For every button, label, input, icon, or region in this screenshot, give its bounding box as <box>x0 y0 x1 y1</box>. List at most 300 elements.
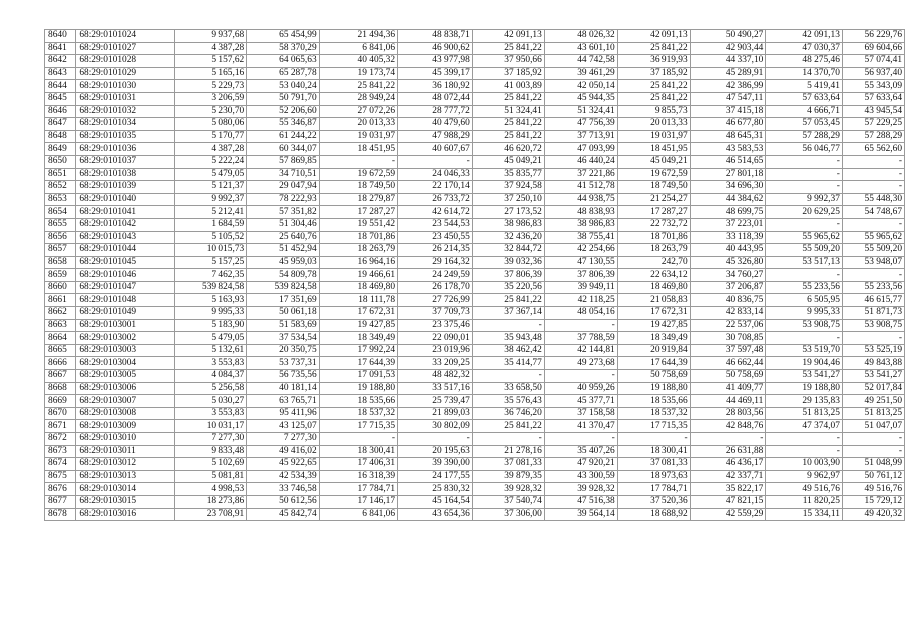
table-row <box>45 307 905 320</box>
cell-value-6: 47 516,38 <box>544 495 617 508</box>
cell-value-7: 25 841,22 <box>617 42 690 55</box>
cell-value-4: 25 739,47 <box>398 395 473 408</box>
cell-value-10: - <box>842 181 904 194</box>
cell-value-2: 57 869,85 <box>247 155 319 168</box>
cell-value-10: 55 509,20 <box>842 244 904 257</box>
cell-value-3: 18 535,66 <box>319 395 397 408</box>
cell-value-2: 52 206,60 <box>247 105 319 118</box>
cell-value-2: 53 040,24 <box>247 80 319 93</box>
cell-cadastral-code: 68:29:0103004 <box>76 357 174 370</box>
cell-cadastral-code: 68:29:0101036 <box>76 143 174 156</box>
cell-value-3: 17 992,24 <box>319 344 397 357</box>
cell-value-8: 37 597,48 <box>690 344 766 357</box>
cell-value-6: - <box>544 319 617 332</box>
cell-value-8: 47 821,15 <box>690 495 766 508</box>
cell-value-1: 5 121,37 <box>174 181 246 194</box>
cell-value-6: 42 050,14 <box>544 80 617 93</box>
cell-value-3: 19 466,61 <box>319 269 397 282</box>
cell-value-4: 20 195,63 <box>398 445 473 458</box>
cell-row-number: 8653 <box>45 193 76 206</box>
cell-value-5: 39 032,36 <box>472 256 544 269</box>
cell-row-number: 8651 <box>45 168 76 181</box>
cell-value-1: 5 212,41 <box>174 206 246 219</box>
cell-row-number: 8648 <box>45 130 76 143</box>
cell-value-3: 17 406,31 <box>319 458 397 471</box>
cell-value-2: 65 287,78 <box>247 67 319 80</box>
cell-value-7: 21 058,83 <box>617 294 690 307</box>
cell-value-2: 60 344,07 <box>247 143 319 156</box>
cell-value-4: 45 164,54 <box>398 495 473 508</box>
cell-value-4: 26 733,72 <box>398 193 473 206</box>
cell-value-10: 53 525,19 <box>842 344 904 357</box>
cell-value-6: 39 949,11 <box>544 281 617 294</box>
cell-value-10: 51 047,07 <box>842 420 904 433</box>
cell-value-2: 53 737,31 <box>247 357 319 370</box>
cell-value-1: 7 277,30 <box>174 433 246 446</box>
cell-value-6: 38 986,83 <box>544 218 617 231</box>
cell-value-10: 57 229,25 <box>842 118 904 131</box>
cell-value-6: 39 461,29 <box>544 67 617 80</box>
cell-value-1: 23 708,91 <box>174 508 246 521</box>
cell-value-5: 37 540,74 <box>472 495 544 508</box>
cell-value-10: - <box>842 155 904 168</box>
cell-value-3: 16 964,16 <box>319 256 397 269</box>
cell-row-number: 8675 <box>45 470 76 483</box>
cell-value-10: 43 945,54 <box>842 105 904 118</box>
cell-value-5: - <box>472 319 544 332</box>
cell-value-1: 5 256,58 <box>174 382 246 395</box>
cell-value-1: 5 165,16 <box>174 67 246 80</box>
cell-value-3: - <box>319 155 397 168</box>
cell-value-1: 5 229,73 <box>174 80 246 93</box>
cell-value-1: 3 206,59 <box>174 92 246 105</box>
cell-value-6: 42 144,81 <box>544 344 617 357</box>
cell-value-5: 51 324,41 <box>472 105 544 118</box>
cell-value-5: 37 185,92 <box>472 67 544 80</box>
cell-value-8: 35 822,17 <box>690 483 766 496</box>
cell-value-2: 29 047,94 <box>247 181 319 194</box>
cell-value-4: 24 046,33 <box>398 168 473 181</box>
cell-cadastral-code: 68:29:0101030 <box>76 80 174 93</box>
cell-cadastral-code: 68:29:0101037 <box>76 155 174 168</box>
cell-value-7: 18 688,92 <box>617 508 690 521</box>
cell-value-7: 18 300,41 <box>617 445 690 458</box>
cell-value-2: 57 351,82 <box>247 206 319 219</box>
cell-value-9: 48 275,46 <box>766 55 843 68</box>
cell-cadastral-code: 68:29:0101038 <box>76 168 174 181</box>
cell-value-3: 17 672,31 <box>319 307 397 320</box>
cell-value-2: 56 735,56 <box>247 370 319 383</box>
cell-row-number: 8650 <box>45 155 76 168</box>
cell-value-1: 1 684,59 <box>174 218 246 231</box>
cell-row-number: 8643 <box>45 67 76 80</box>
cell-value-4: 46 900,62 <box>398 42 473 55</box>
cell-row-number: 8656 <box>45 231 76 244</box>
cell-value-7: 50 758,69 <box>617 370 690 383</box>
cell-row-number: 8662 <box>45 307 76 320</box>
cell-value-9: 42 091,13 <box>766 30 843 43</box>
cell-value-6: 46 440,24 <box>544 155 617 168</box>
cell-cadastral-code: 68:29:0103002 <box>76 332 174 345</box>
table-row <box>45 130 905 143</box>
cell-value-6: 41 512,78 <box>544 181 617 194</box>
cell-value-5: 38 462,42 <box>472 344 544 357</box>
cell-value-10: 55 343,09 <box>842 80 904 93</box>
cell-value-5: 37 924,58 <box>472 181 544 194</box>
cell-value-5: 37 081,33 <box>472 458 544 471</box>
cell-value-1: 9 833,48 <box>174 445 246 458</box>
cell-row-number: 8669 <box>45 395 76 408</box>
cell-value-9: 19 188,80 <box>766 382 843 395</box>
cell-value-5: 37 950,66 <box>472 55 544 68</box>
cell-value-1: 5 132,61 <box>174 344 246 357</box>
cell-value-10: 53 948,07 <box>842 256 904 269</box>
table-row <box>45 143 905 156</box>
cell-value-9: 9 995,33 <box>766 307 843 320</box>
cell-value-8: 50 490,27 <box>690 30 766 43</box>
cell-value-4: 36 180,92 <box>398 80 473 93</box>
cell-cadastral-code: 68:29:0101045 <box>76 256 174 269</box>
cell-cadastral-code: 68:29:0103009 <box>76 420 174 433</box>
cell-value-1: 3 553,83 <box>174 357 246 370</box>
table-body <box>45 30 905 521</box>
cell-value-7: 17 715,35 <box>617 420 690 433</box>
cell-cadastral-code: 68:29:0101041 <box>76 206 174 219</box>
cell-value-10: 49 516,76 <box>842 483 904 496</box>
cell-value-7: 18 469,80 <box>617 281 690 294</box>
cell-value-4: 26 178,70 <box>398 281 473 294</box>
cell-row-number: 8664 <box>45 332 76 345</box>
cell-value-10: 51 048,99 <box>842 458 904 471</box>
cell-value-2: 34 710,51 <box>247 168 319 181</box>
cell-value-9: 29 135,83 <box>766 395 843 408</box>
cell-value-8: 40 443,95 <box>690 244 766 257</box>
cell-row-number: 8659 <box>45 269 76 282</box>
cell-value-5: 37 367,14 <box>472 307 544 320</box>
table-row <box>45 269 905 282</box>
cell-row-number: 8645 <box>45 92 76 105</box>
cell-cadastral-code: 68:29:0103011 <box>76 445 174 458</box>
cell-value-3: 27 072,26 <box>319 105 397 118</box>
cell-value-1: 4 084,37 <box>174 370 246 383</box>
cell-value-8: 37 415,18 <box>690 105 766 118</box>
cell-value-1: 18 273,86 <box>174 495 246 508</box>
cell-value-9: 47 030,37 <box>766 42 843 55</box>
cell-value-5: 35 835,77 <box>472 168 544 181</box>
cell-value-6: 37 788,59 <box>544 332 617 345</box>
table-row <box>45 407 905 420</box>
cell-value-1: 4 998,53 <box>174 483 246 496</box>
cell-value-9: - <box>766 445 843 458</box>
cell-value-4: - <box>398 155 473 168</box>
table-row <box>45 80 905 93</box>
cell-value-10: 51 871,73 <box>842 307 904 320</box>
cell-value-2: 20 350,75 <box>247 344 319 357</box>
cell-value-7: 36 919,93 <box>617 55 690 68</box>
cell-value-8: 46 662,44 <box>690 357 766 370</box>
cell-value-1: 5 080,06 <box>174 118 246 131</box>
cell-cadastral-code: 68:29:0103003 <box>76 344 174 357</box>
cell-value-4: 30 802,09 <box>398 420 473 433</box>
cell-value-1: 9 995,33 <box>174 307 246 320</box>
cell-value-6: 48 026,32 <box>544 30 617 43</box>
table-row <box>45 420 905 433</box>
cell-value-10: 55 965,62 <box>842 231 904 244</box>
cell-value-9: 47 374,07 <box>766 420 843 433</box>
cell-value-10: 49 843,88 <box>842 357 904 370</box>
cell-cadastral-code: 68:29:0103001 <box>76 319 174 332</box>
cell-value-2: 37 534,54 <box>247 332 319 345</box>
cell-value-9: 20 629,25 <box>766 206 843 219</box>
cell-value-10: 57 288,29 <box>842 130 904 143</box>
cell-value-3: 19 551,42 <box>319 218 397 231</box>
cell-cadastral-code: 68:29:0103010 <box>76 433 174 446</box>
cell-value-4: 40 479,60 <box>398 118 473 131</box>
cell-value-2: 50 061,18 <box>247 307 319 320</box>
cell-value-8: - <box>690 433 766 446</box>
cell-value-9: - <box>766 168 843 181</box>
cell-value-9: 15 334,11 <box>766 508 843 521</box>
cell-value-3: 19 173,74 <box>319 67 397 80</box>
cell-value-5: 36 746,20 <box>472 407 544 420</box>
cell-value-5: 37 306,00 <box>472 508 544 521</box>
cell-value-3: 40 405,32 <box>319 55 397 68</box>
cell-cadastral-code: 68:29:0101031 <box>76 92 174 105</box>
cell-row-number: 8642 <box>45 55 76 68</box>
cell-value-8: 45 289,91 <box>690 67 766 80</box>
cell-value-6: 48 838,93 <box>544 206 617 219</box>
cell-value-1: 5 170,77 <box>174 130 246 143</box>
cell-value-4: 25 830,32 <box>398 483 473 496</box>
cell-value-10: - <box>842 168 904 181</box>
cell-value-7: 37 520,36 <box>617 495 690 508</box>
cell-value-10: 53 908,75 <box>842 319 904 332</box>
cell-value-7: 20 919,84 <box>617 344 690 357</box>
cell-cadastral-code: 68:29:0101042 <box>76 218 174 231</box>
cell-row-number: 8672 <box>45 433 76 446</box>
cell-row-number: 8649 <box>45 143 76 156</box>
cell-value-7: 18 349,49 <box>617 332 690 345</box>
cell-value-5: 25 841,22 <box>472 92 544 105</box>
cell-value-8: 45 326,80 <box>690 256 766 269</box>
cell-cadastral-code: 68:29:0103008 <box>76 407 174 420</box>
cell-value-5: 35 943,48 <box>472 332 544 345</box>
cell-cadastral-code: 68:29:0101040 <box>76 193 174 206</box>
cell-row-number: 8641 <box>45 42 76 55</box>
cell-value-4: 23 375,46 <box>398 319 473 332</box>
cell-value-6: 35 407,26 <box>544 445 617 458</box>
cell-value-8: 48 645,31 <box>690 130 766 143</box>
cell-value-5: 32 436,20 <box>472 231 544 244</box>
cell-value-8: 34 696,30 <box>690 181 766 194</box>
cell-value-6: 41 370,47 <box>544 420 617 433</box>
cell-value-4: 42 614,72 <box>398 206 473 219</box>
cell-value-4: 22 090,01 <box>398 332 473 345</box>
cell-value-4: 47 988,29 <box>398 130 473 143</box>
cell-value-2: 42 534,39 <box>247 470 319 483</box>
cell-cadastral-code: 68:29:0103007 <box>76 395 174 408</box>
cell-value-5: 41 003,89 <box>472 80 544 93</box>
cell-value-8: 46 436,17 <box>690 458 766 471</box>
cell-cadastral-code: 68:29:0101024 <box>76 30 174 43</box>
cell-value-10: - <box>842 218 904 231</box>
cell-value-6: 48 054,16 <box>544 307 617 320</box>
cell-cadastral-code: 68:29:0103006 <box>76 382 174 395</box>
cell-value-2: 7 277,30 <box>247 433 319 446</box>
cell-value-9: 55 965,62 <box>766 231 843 244</box>
cell-value-2: 78 222,93 <box>247 193 319 206</box>
cell-value-1: 5 183,90 <box>174 319 246 332</box>
table-row <box>45 256 905 269</box>
cell-value-9: 51 813,25 <box>766 407 843 420</box>
cell-value-6: 47 920,21 <box>544 458 617 471</box>
cell-value-8: 42 337,71 <box>690 470 766 483</box>
cell-value-8: 42 848,76 <box>690 420 766 433</box>
cell-value-3: 17 715,35 <box>319 420 397 433</box>
cell-value-3: 16 318,39 <box>319 470 397 483</box>
table-row <box>45 30 905 43</box>
cell-value-10: 50 761,12 <box>842 470 904 483</box>
cell-value-3: 19 427,85 <box>319 319 397 332</box>
table-row <box>45 458 905 471</box>
cell-value-1: 3 553,83 <box>174 407 246 420</box>
cell-value-10: 51 813,25 <box>842 407 904 420</box>
cell-value-7: 45 049,21 <box>617 155 690 168</box>
cell-value-8: 30 708,85 <box>690 332 766 345</box>
cell-value-6: 42 118,25 <box>544 294 617 307</box>
cell-value-1: 9 937,68 <box>174 30 246 43</box>
cell-value-5: - <box>472 370 544 383</box>
cell-value-4: 43 977,98 <box>398 55 473 68</box>
cell-value-9: 53 908,75 <box>766 319 843 332</box>
cell-value-4: - <box>398 433 473 446</box>
cell-value-10: 55 233,56 <box>842 281 904 294</box>
cell-value-1: 4 387,28 <box>174 143 246 156</box>
cell-value-8: 42 903,44 <box>690 42 766 55</box>
cell-value-3: 17 091,53 <box>319 370 397 383</box>
cell-row-number: 8660 <box>45 281 76 294</box>
cell-value-9: 10 003,90 <box>766 458 843 471</box>
cell-value-4: 43 654,36 <box>398 508 473 521</box>
cell-value-10: 53 541,27 <box>842 370 904 383</box>
cell-value-5: 35 414,77 <box>472 357 544 370</box>
cell-cadastral-code: 68:29:0101043 <box>76 231 174 244</box>
cell-value-9: 53 519,70 <box>766 344 843 357</box>
cell-value-5: 25 841,22 <box>472 118 544 131</box>
cell-row-number: 8644 <box>45 80 76 93</box>
cell-value-2: 55 346,87 <box>247 118 319 131</box>
cell-value-6: 38 755,41 <box>544 231 617 244</box>
cell-value-9: 5 419,41 <box>766 80 843 93</box>
cell-value-1: 5 105,52 <box>174 231 246 244</box>
cell-value-6: 47 130,55 <box>544 256 617 269</box>
cell-cadastral-code: 68:29:0101028 <box>76 55 174 68</box>
cell-value-7: 22 634,12 <box>617 269 690 282</box>
cell-value-3: 6 841,06 <box>319 508 397 521</box>
cell-value-9: 57 633,64 <box>766 92 843 105</box>
cell-value-3: 18 300,41 <box>319 445 397 458</box>
cell-value-2: 51 452,94 <box>247 244 319 257</box>
cell-value-2: 50 791,70 <box>247 92 319 105</box>
cell-value-3: 18 701,86 <box>319 231 397 244</box>
cell-row-number: 8640 <box>45 30 76 43</box>
cell-row-number: 8670 <box>45 407 76 420</box>
cell-value-6: 51 324,41 <box>544 105 617 118</box>
cell-value-2: 51 304,46 <box>247 218 319 231</box>
cell-row-number: 8673 <box>45 445 76 458</box>
cell-value-9: - <box>766 332 843 345</box>
cell-value-3: 28 949,24 <box>319 92 397 105</box>
cell-value-6: 45 377,71 <box>544 395 617 408</box>
table-row <box>45 508 905 521</box>
cell-value-9: 4 666,71 <box>766 105 843 118</box>
cell-value-9: 53 517,13 <box>766 256 843 269</box>
table-row <box>45 118 905 131</box>
cell-value-6: - <box>544 433 617 446</box>
cell-value-6: - <box>544 370 617 383</box>
cell-value-3: 18 451,95 <box>319 143 397 156</box>
cell-value-10: 55 448,30 <box>842 193 904 206</box>
table-row <box>45 42 905 55</box>
cell-value-5: 45 049,21 <box>472 155 544 168</box>
cell-cadastral-code: 68:29:0101044 <box>76 244 174 257</box>
cell-row-number: 8657 <box>45 244 76 257</box>
cell-value-8: 44 469,11 <box>690 395 766 408</box>
cell-value-1: 5 222,24 <box>174 155 246 168</box>
cell-value-8: 47 547,11 <box>690 92 766 105</box>
cell-cadastral-code: 68:29:0103014 <box>76 483 174 496</box>
cell-value-7: 17 644,39 <box>617 357 690 370</box>
cell-value-10: 56 937,40 <box>842 67 904 80</box>
cell-value-3: 18 111,78 <box>319 294 397 307</box>
cell-value-5: 39 928,32 <box>472 483 544 496</box>
cell-value-3: 19 031,97 <box>319 130 397 143</box>
table-row <box>45 244 905 257</box>
cell-cadastral-code: 68:29:0103016 <box>76 508 174 521</box>
cell-value-7: 18 535,66 <box>617 395 690 408</box>
cell-value-2: 45 842,74 <box>247 508 319 521</box>
table-row <box>45 395 905 408</box>
table-row <box>45 193 905 206</box>
cell-value-9: - <box>766 433 843 446</box>
cell-value-10: 69 604,66 <box>842 42 904 55</box>
cell-value-7: 18 701,86 <box>617 231 690 244</box>
cell-value-2: 64 065,63 <box>247 55 319 68</box>
cell-cadastral-code: 68:29:0101039 <box>76 181 174 194</box>
cell-value-8: 41 409,77 <box>690 382 766 395</box>
cell-value-9: 11 820,25 <box>766 495 843 508</box>
cell-value-10: 15 729,12 <box>842 495 904 508</box>
cell-value-9: - <box>766 218 843 231</box>
cell-value-3: 6 841,06 <box>319 42 397 55</box>
cell-value-7: 19 427,85 <box>617 319 690 332</box>
cell-value-8: 33 118,39 <box>690 231 766 244</box>
cell-cadastral-code: 68:29:0101035 <box>76 130 174 143</box>
cell-value-1: 5 479,05 <box>174 168 246 181</box>
cell-row-number: 8677 <box>45 495 76 508</box>
cell-value-5: 42 091,13 <box>472 30 544 43</box>
cell-value-3: 17 784,71 <box>319 483 397 496</box>
cell-cadastral-code: 68:29:0103012 <box>76 458 174 471</box>
cell-row-number: 8678 <box>45 508 76 521</box>
cell-cadastral-code: 68:29:0103015 <box>76 495 174 508</box>
cell-cadastral-code: 68:29:0101047 <box>76 281 174 294</box>
cell-value-3: 18 749,50 <box>319 181 397 194</box>
cell-value-3: 17 644,39 <box>319 357 397 370</box>
cell-value-4: 33 517,16 <box>398 382 473 395</box>
cell-value-2: 50 612,56 <box>247 495 319 508</box>
cell-value-2: 65 454,99 <box>247 30 319 43</box>
